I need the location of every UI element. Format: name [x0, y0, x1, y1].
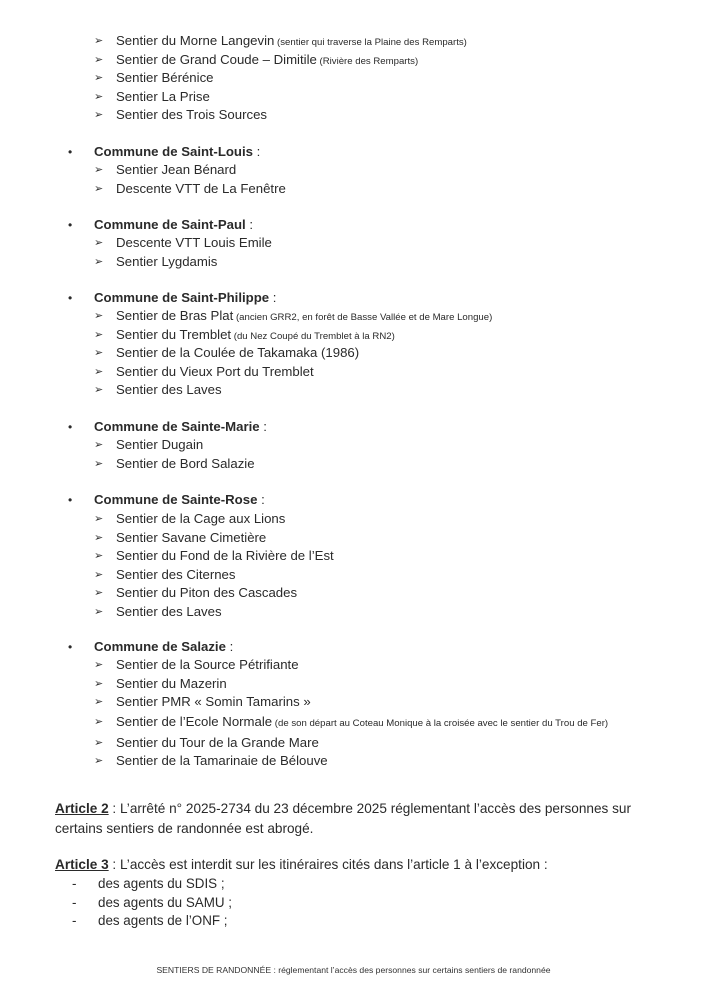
- commune-heading: [68, 216, 253, 234]
- list-item: [94, 529, 334, 548]
- list-item: [94, 307, 492, 326]
- trail-name: Sentier de la Source Pétrifiante: [116, 657, 299, 672]
- trail-note: (Rivière des Remparts): [316, 55, 419, 67]
- list-item: [94, 161, 286, 180]
- trail-name: Sentier Bérénice: [116, 70, 214, 85]
- arrow-bullet-icon: ➢: [94, 659, 104, 671]
- list-item: [94, 734, 636, 753]
- commune-colon: :: [269, 290, 277, 305]
- list-item: [94, 603, 334, 622]
- commune-name: Commune de Saint-Paul: [94, 217, 246, 232]
- list-item: [94, 106, 467, 125]
- commune-name: Commune de Salazie: [94, 639, 226, 654]
- trail-name: Sentier du Tremblet: [116, 326, 232, 342]
- arrow-bullet-icon: ➢: [94, 531, 104, 544]
- trail-list: [94, 436, 255, 473]
- bullet-icon: •: [68, 218, 73, 232]
- list-item: [94, 253, 272, 272]
- exception-text: des agents du SDIS ;: [98, 876, 225, 891]
- arrow-bullet-icon: ➢: [94, 513, 104, 525]
- trail-name: Sentier du Piton des Cascades: [116, 585, 298, 600]
- trail-name: Sentier de Bord Salazie: [116, 455, 255, 471]
- trail-list: [94, 307, 492, 400]
- dash-bullet-icon: -: [72, 894, 77, 910]
- trail-name: Sentier des Citernes: [116, 566, 236, 582]
- bullet-icon: •: [68, 145, 73, 159]
- bullet-icon: •: [68, 420, 73, 434]
- arrow-bullet-icon: ➢: [94, 439, 104, 451]
- list-item: [94, 180, 286, 199]
- commune-colon: :: [257, 492, 265, 507]
- list-item: [94, 69, 467, 88]
- arrow-bullet-icon: ➢: [94, 736, 104, 749]
- arrow-bullet-icon: ➢: [94, 755, 104, 767]
- trail-name: Sentier de Bras Plat: [116, 308, 234, 323]
- trail-name: Descente VTT de La Fenêtre: [116, 180, 286, 196]
- trail-list: [94, 161, 286, 198]
- arrow-bullet-icon: ➢: [94, 72, 104, 84]
- trail-name: Sentier du Fond de la Rivière de l’Est: [116, 548, 334, 563]
- trail-list: [94, 510, 334, 621]
- exception-text: des agents du SAMU ;: [98, 894, 232, 910]
- list-item: [94, 381, 492, 400]
- trail-name: Sentier Dugain: [116, 437, 204, 452]
- trail-note: (de son départ au Coteau Monique à la croisée avec le sentier du Trou de Fer): [272, 717, 609, 729]
- list-item: [94, 32, 467, 51]
- list-item: [94, 547, 334, 566]
- article-text: : L’accès est interdit sur les itinéraires cités dans l’article 1 à l’exception :: [108, 857, 548, 872]
- trail-note: (sentier qui traverse la Plaine des Remparts): [274, 37, 467, 48]
- arrow-bullet-icon: ➢: [94, 90, 104, 103]
- list-item: [94, 712, 636, 734]
- bullet-icon: •: [68, 493, 73, 507]
- list-item: [94, 693, 636, 712]
- article-label: Article 3: [55, 857, 109, 872]
- trail-name: Sentier du Tour de la Grande Mare: [116, 734, 319, 750]
- page-footer: [0, 965, 707, 975]
- list-item: [94, 326, 492, 345]
- commune-heading: [68, 418, 267, 436]
- commune-heading: [68, 289, 276, 307]
- arrow-bullet-icon: ➢: [94, 237, 104, 249]
- article-text: : L’arrêté n° 2025-2734 du 23 décembre 2025 réglementant l’accès des personnes sur certains sentiers de randonnée est abrogé.: [55, 801, 631, 836]
- arrow-bullet-icon: ➢: [94, 715, 104, 728]
- list-item: [94, 436, 255, 455]
- trail-name: Sentier Lygdamis: [116, 253, 218, 269]
- arrow-bullet-icon: ➢: [94, 568, 104, 581]
- trail-name: Sentier des Laves: [116, 382, 222, 397]
- arrow-bullet-icon: ➢: [94, 164, 104, 176]
- arrow-bullet-icon: ➢: [94, 384, 104, 396]
- commune-heading: [68, 491, 265, 509]
- list-item: [94, 656, 636, 675]
- trail-name: Sentier Jean Bénard: [116, 162, 237, 177]
- list-item: [94, 88, 467, 107]
- trail-list: [94, 32, 467, 125]
- article-2: [55, 799, 655, 839]
- commune-colon: :: [225, 639, 234, 654]
- footer-text: : réglementant l’accès des personnes sur certains sentiers de randonnée: [271, 965, 551, 975]
- trail-name: Sentier PMR « Somin Tamarins »: [116, 694, 311, 709]
- trail-name: Sentier de l’Ecole Normale: [116, 713, 273, 729]
- list-item: [94, 566, 334, 585]
- list-item: [72, 894, 232, 913]
- list-item: [94, 51, 467, 70]
- arrow-bullet-icon: ➢: [94, 696, 104, 708]
- dash-bullet-icon: -: [72, 913, 77, 928]
- article-label: Article 2: [55, 801, 109, 816]
- commune-name: Commune de Sainte-Marie: [94, 419, 260, 434]
- arrow-bullet-icon: ➢: [94, 182, 104, 195]
- trail-name: Sentier de Grand Coude – Dimitile: [116, 51, 317, 67]
- arrow-bullet-icon: ➢: [94, 587, 104, 599]
- arrow-bullet-icon: ➢: [94, 328, 104, 341]
- trail-name: Sentier du Morne Langevin: [116, 33, 275, 48]
- exception-list: [72, 875, 232, 931]
- arrow-bullet-icon: ➢: [94, 53, 104, 66]
- trail-name: Sentier de la Cage aux Lions: [116, 511, 286, 526]
- trail-name: Sentier des Trois Sources: [116, 107, 267, 122]
- list-item: [72, 875, 232, 894]
- commune-colon: :: [259, 419, 267, 434]
- arrow-bullet-icon: ➢: [94, 255, 104, 268]
- arrow-bullet-icon: ➢: [94, 605, 104, 618]
- arrow-bullet-icon: ➢: [94, 550, 104, 562]
- bullet-icon: •: [68, 291, 73, 305]
- list-item: [72, 912, 232, 931]
- trail-name: Sentier Savane Cimetière: [116, 529, 267, 545]
- trail-name: Sentier de la Coulée de Takamaka (1986): [116, 345, 360, 360]
- article-3: [55, 855, 655, 875]
- arrow-bullet-icon: ➢: [94, 457, 104, 470]
- list-item: [94, 344, 492, 363]
- trail-list: [94, 656, 636, 771]
- commune-colon: :: [253, 144, 261, 159]
- list-item: [94, 584, 334, 603]
- list-item: [94, 510, 334, 529]
- arrow-bullet-icon: ➢: [94, 365, 104, 378]
- list-item: [94, 675, 636, 694]
- list-item: [94, 752, 636, 771]
- dash-bullet-icon: -: [72, 876, 77, 891]
- trail-name: Sentier du Mazerin: [116, 675, 227, 691]
- arrow-bullet-icon: ➢: [94, 347, 104, 359]
- commune-heading: [68, 143, 260, 161]
- arrow-bullet-icon: ➢: [94, 35, 104, 47]
- trail-note: (du Nez Coupé du Tremblet à la RN2): [231, 330, 395, 342]
- list-item: [94, 234, 272, 253]
- trail-name: Sentier de la Tamarinaie de Bélouve: [116, 753, 328, 768]
- trail-name: Sentier du Vieux Port du Tremblet: [116, 363, 314, 379]
- trail-name: Sentier des Laves: [116, 603, 222, 619]
- list-item: [94, 455, 255, 474]
- commune-name: Commune de Saint-Philippe: [94, 290, 270, 305]
- commune-name: Commune de Saint-Louis: [94, 144, 253, 159]
- trail-list: [94, 234, 272, 271]
- commune-colon: :: [245, 217, 254, 232]
- exception-text: des agents de l’ONF ;: [98, 913, 228, 928]
- arrow-bullet-icon: ➢: [94, 109, 104, 121]
- arrow-bullet-icon: ➢: [94, 310, 104, 322]
- commune-name: Commune de Sainte-Rose: [94, 492, 258, 507]
- footer-title: SENTIERS DE RANDONNÉE: [156, 965, 272, 975]
- arrow-bullet-icon: ➢: [94, 677, 104, 690]
- trail-name: Descente VTT Louis Emile: [116, 235, 272, 250]
- bullet-icon: •: [68, 640, 73, 654]
- trail-name: Sentier La Prise: [116, 88, 210, 104]
- commune-heading: [68, 638, 233, 656]
- trail-note: (ancien GRR2, en forêt de Basse Vallée et de Mare Longue): [233, 312, 493, 323]
- list-item: [94, 363, 492, 382]
